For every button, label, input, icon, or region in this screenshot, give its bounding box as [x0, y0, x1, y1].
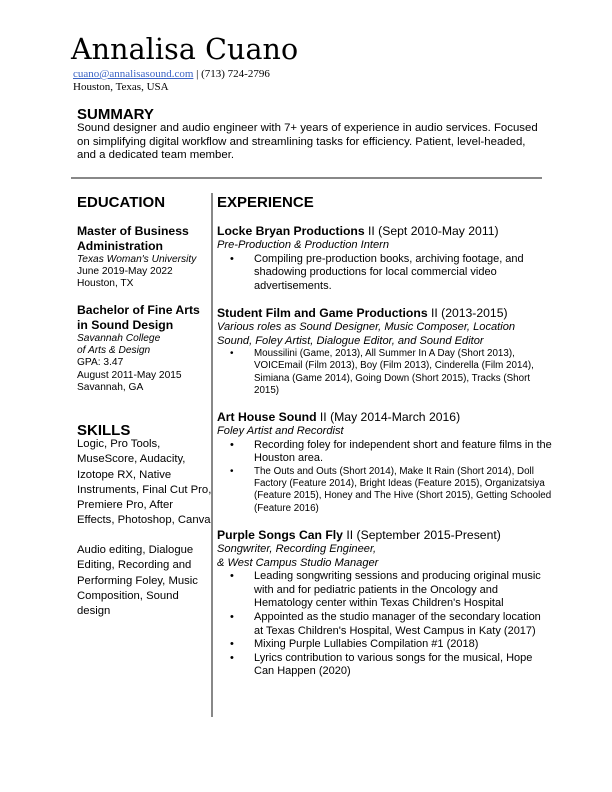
- job-role: Foley Artist and Recordist: [217, 425, 344, 437]
- school-name: Texas Woman's University: [77, 254, 197, 265]
- summary-text: Sound designer and audio engineer with 7+ years of experience in audio services. Focused on simplifying digital workflow and streamlining tasks for efficiency. Patient, level-headed, and a dedicated team member.: [77, 122, 538, 162]
- summary-heading: SUMMARY: [77, 106, 154, 123]
- school-name-cont: of Arts & Design: [77, 345, 151, 357]
- job-entry: [217, 528, 552, 679]
- job-dates: II (2013-2015): [427, 306, 508, 320]
- contact-separator: |: [193, 68, 202, 80]
- company-name: Purple Songs Can Fly: [217, 528, 343, 542]
- company-name: Art House Sound: [217, 410, 317, 424]
- job-bullets: [230, 439, 552, 466]
- list-item: • Leading songwriting sessions and producing original music with and for pediatric patients in the Oncology and Hematology center within Texas Children's Hospital: [230, 570, 552, 611]
- skills-abilities: Audio editing, Dialogue Editing, Recording and Performing Foley, Music Composition, Sound design: [77, 544, 198, 618]
- education-heading: EDUCATION: [77, 194, 166, 211]
- skills-software: Logic, Pro Tools, MuseScore, Audacity, Izotope RX, Native Instruments, Final Cut Pro, Premiere Pro, After Effects, Photoshop, Canva: [77, 438, 212, 527]
- phone-number: (713) 724-2796: [201, 68, 270, 80]
- job-entry: [217, 306, 552, 397]
- job-role-cont: & West Campus Studio Manager: [217, 556, 379, 569]
- job-header: [217, 306, 552, 321]
- job-header: [217, 410, 552, 425]
- list-item: • Mixing Purple Lullabies Compilation #1 (2018): [230, 638, 552, 652]
- job-dates: II (Sept 2010-May 2011): [364, 224, 499, 238]
- resume-name: Annalisa Cuano: [71, 33, 299, 66]
- company-name: Student Film and Game Productions: [217, 306, 428, 320]
- education-entry: [77, 224, 207, 291]
- job-dates: II (September 2015-Present): [342, 528, 501, 542]
- education-entry: [77, 303, 207, 394]
- job-bullets: [230, 348, 552, 397]
- education-dates: August 2011-May 2015: [77, 369, 182, 381]
- job-header: [217, 528, 552, 543]
- job-role: Songwriter, Recording Engineer,: [217, 543, 377, 555]
- job-role: Pre-Production & Production Intern: [217, 239, 390, 251]
- gpa: GPA: 3.47: [77, 357, 124, 369]
- job-bullets: [230, 570, 552, 679]
- list-item: • Compiling pre-production books, archiving footage, and shadowing productions for local commercial video advertisements.: [230, 253, 552, 294]
- list-item: • Moussilini (Game, 2013), All Summer In A Day (Short 2013), VOICEmail (Film 2013), Boy (Film 2013), Cinderella (Film 2014), Simiana (Game 2014), Going Down (Short 2015), Tracks (Short 2015): [230, 348, 552, 397]
- company-name: Locke Bryan Productions: [217, 224, 365, 238]
- list-item: • Recording foley for independent short and feature films in the Houston area.: [230, 439, 552, 466]
- skills-heading: SKILLS: [77, 422, 131, 439]
- list-item: • Appointed as the studio manager of the secondary location at Texas Children's Hospital, West Campus in Katy (2017): [230, 611, 552, 638]
- experience-heading: EXPERIENCE: [217, 194, 314, 211]
- job-dates: II (May 2014-March 2016): [316, 410, 461, 424]
- list-item: • The Outs and Outs (Short 2014), Make It Rain (Short 2014), Doll Factory (Feature 2014), Bright Ideas (Feature 2015), Organizatsiya (Feature 2015), Honey and The Hive (Short 2015), Getting Schooled (Feature 2016): [230, 466, 552, 515]
- location: Houston, Texas, USA: [73, 80, 169, 93]
- job-entry: [217, 224, 552, 293]
- list-item: • Lyrics contribution to various songs for the musical, Hope Can Happen (2020): [230, 652, 552, 679]
- school-name: Savannah College: [77, 333, 161, 344]
- job-bullets: [230, 466, 552, 515]
- job-role: Various roles as Sound Designer, Music Composer, Location Sound, Foley Artist, Dialogue Editor, and Sound Editor: [217, 321, 516, 347]
- job-entry: [217, 410, 552, 515]
- education-place: Houston, TX: [77, 278, 134, 290]
- job-header: [217, 224, 552, 239]
- contact-block: [73, 68, 270, 93]
- email-link[interactable]: cuano@annalisasound.com: [73, 68, 194, 80]
- degree-title: Bachelor of Fine Arts in Sound Design: [77, 303, 200, 332]
- education-place: Savannah, GA: [77, 381, 144, 393]
- job-bullets: [230, 253, 552, 294]
- education-dates: June 2019-May 2022: [77, 266, 173, 278]
- horizontal-divider: [71, 177, 542, 179]
- degree-title: Master of Business Administration: [77, 224, 189, 253]
